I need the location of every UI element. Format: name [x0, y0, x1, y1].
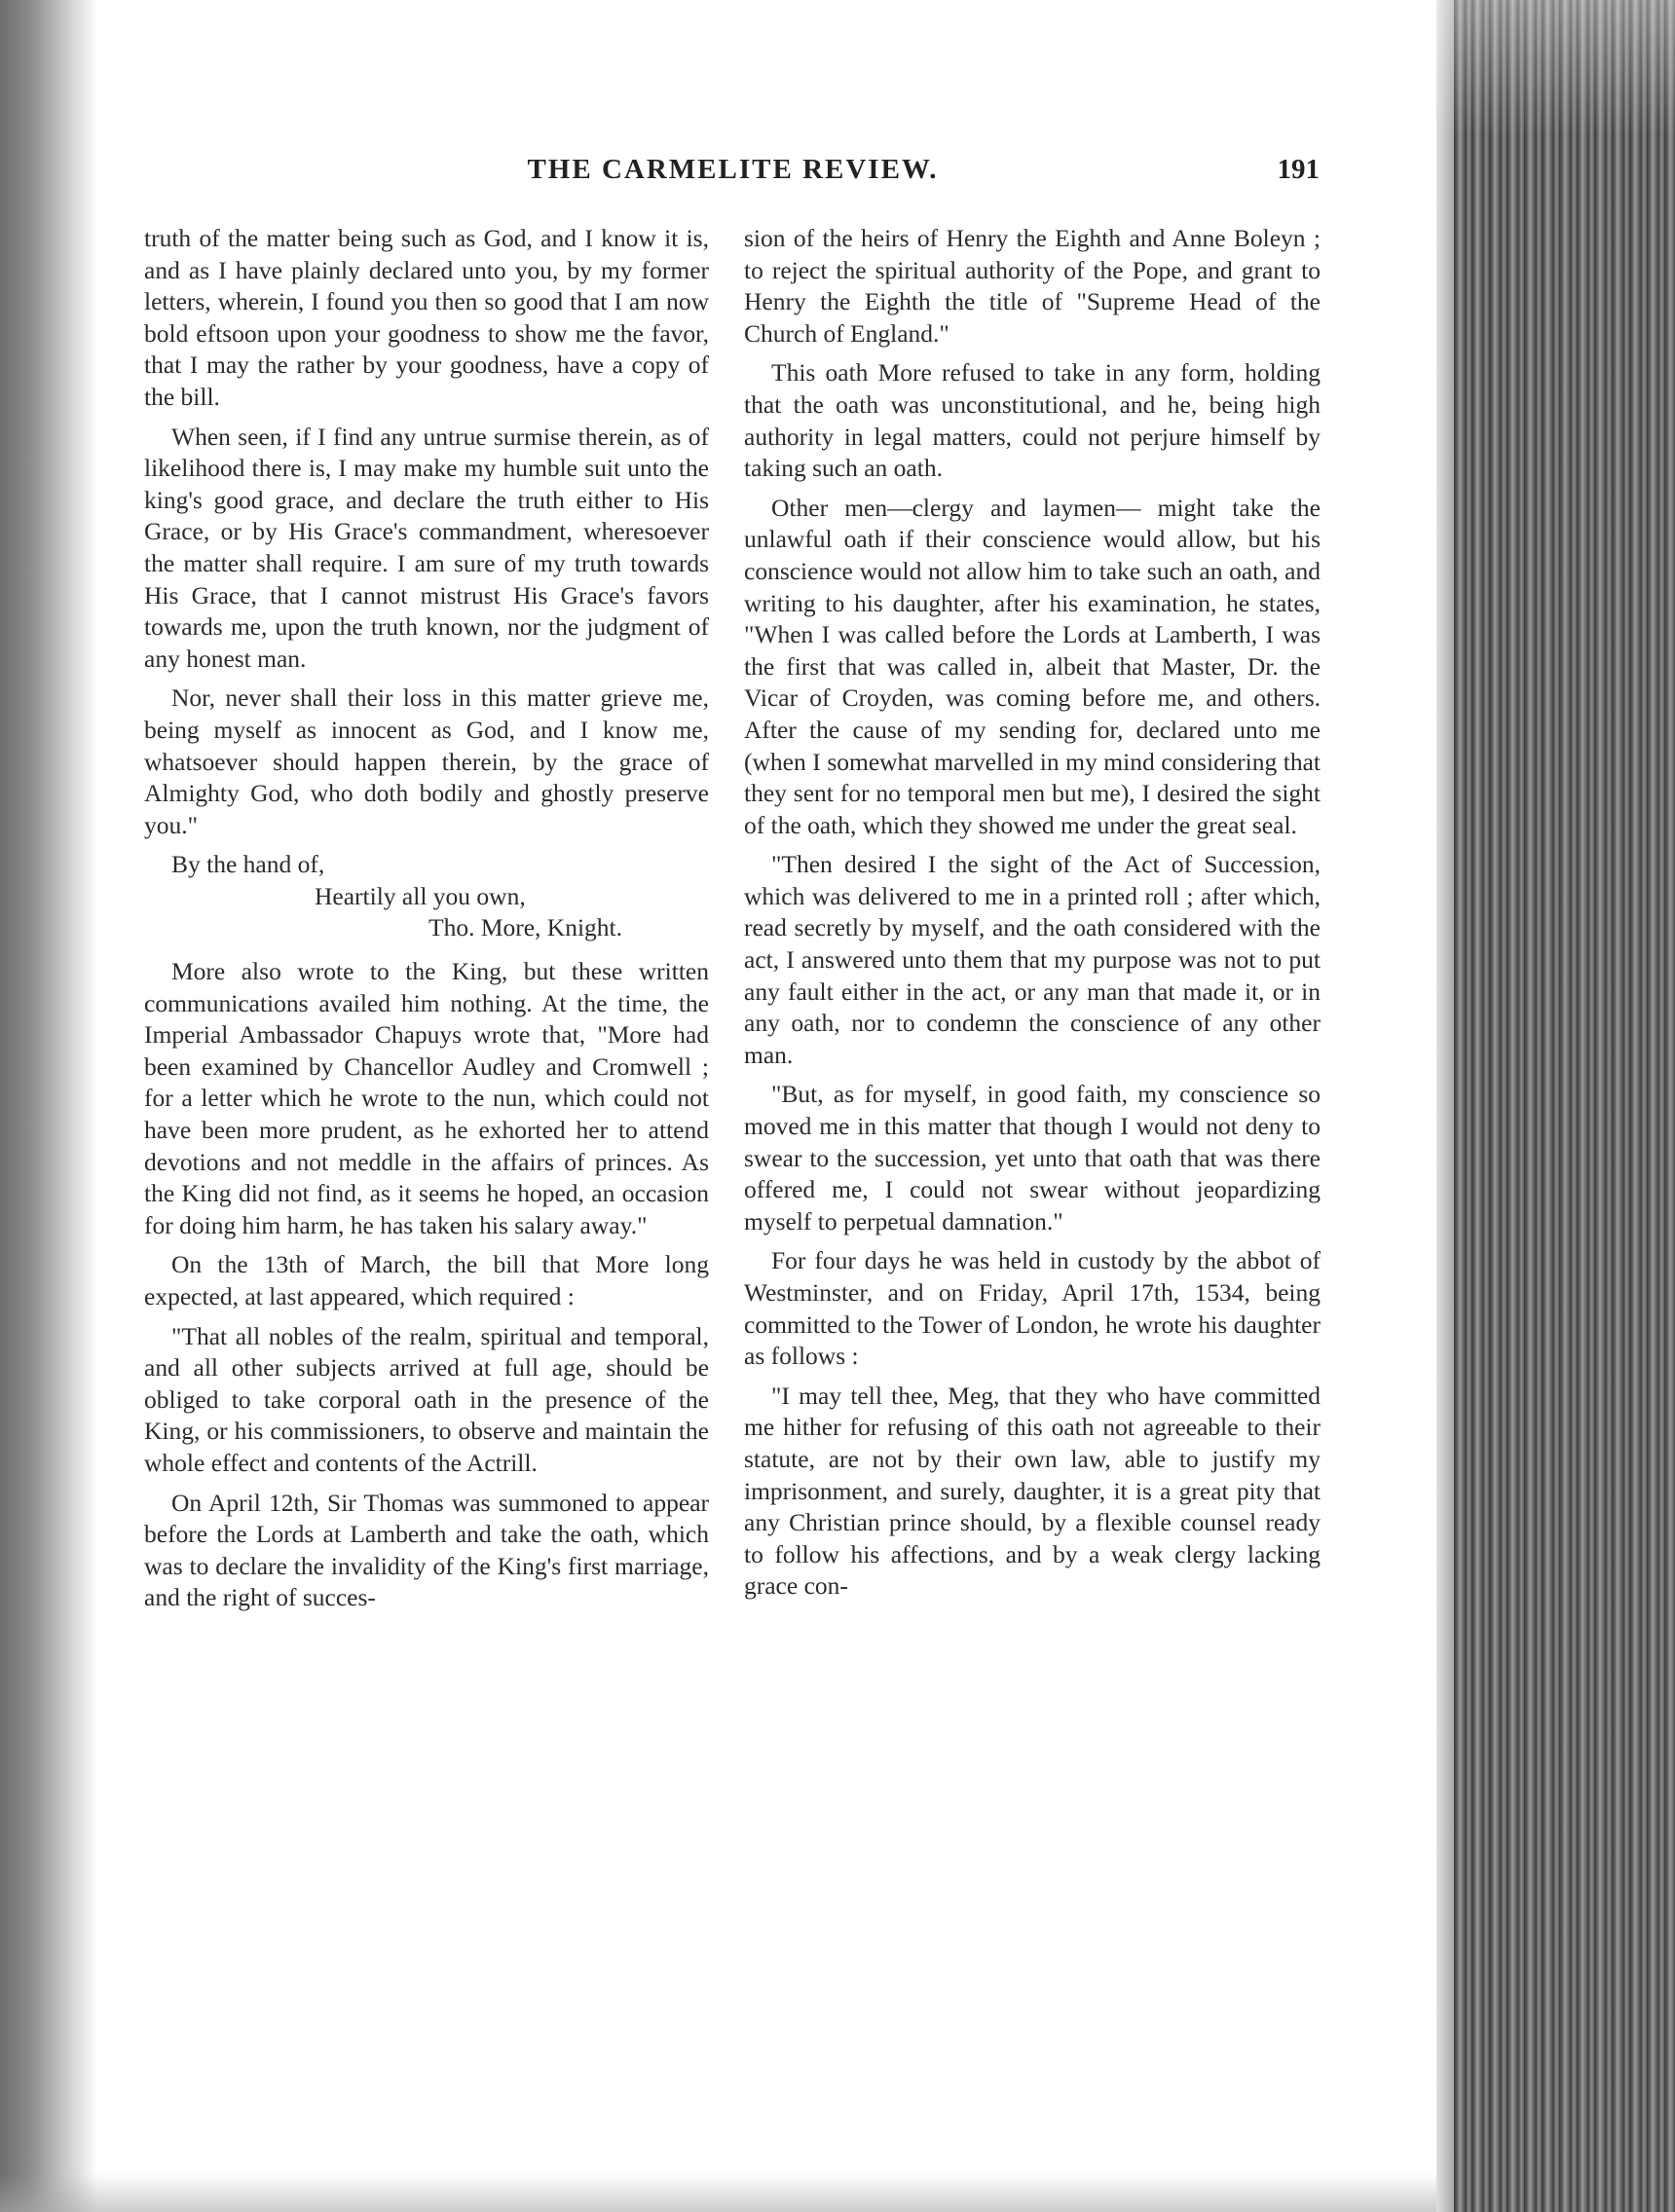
paragraph: "Then desired I the sight of the Act of Succession, which was delivered to me in a printed roll ; after which, read secretly by myself, and the oath considered with the act, I answered unto them that my purpose was not to put any fault either in the act, or any man that made it, or in any oath, nor to condemn the conscience of any other man.: [744, 850, 1321, 1069]
page-bottom-shade: [0, 2173, 1436, 2212]
paragraph: "But, as for myself, in good faith, my conscience so moved me in this matter that though I would not deny to swear to the succession, yet unto that oath that was there offered me, I could not swear without jeopardizing myself to perpetual damnation.": [744, 1080, 1321, 1235]
paragraph: On the 13th of March, the bill that More long expected, at last appeared, which required :: [144, 1250, 709, 1310]
paragraph: Other men—clergy and laymen— might take the unlawful oath if their conscience would allow, but his conscience would not allow him to take such an oath, and writing to his daughter, after his examination, he states, "When I was called before the Lords at Lamberth, I was the first that was called in, albeit that Master, Dr. the Vicar of Croyden, was coming before me, and others. After the cause of my sending for, declared unto me (when I somewhat marvelled in my mind considering that they sent for no temporal men but me), I desired the sight of the oath, which they showed me under the great seal.: [744, 493, 1321, 839]
paragraph: sion of the heirs of Henry the Eighth and Anne Boleyn ; to reject the spiritual authority of the Pope, and grant to Henry the Eighth the title of "Supreme Head of the Church of England.": [744, 224, 1321, 348]
book-gutter: [0, 0, 97, 2212]
paragraph: "That all nobles of the realm, spiritual and temporal, and all other subjects arrived at full age, should be obliged to take corporal oath in the presence of the King, or his commissioners, to observe and maintain the whole effect and contents of the Actrill.: [144, 1321, 709, 1477]
signature-line: Heartily all you own,: [315, 881, 526, 910]
page-edges: [1436, 0, 1675, 2212]
right-column: [744, 223, 1321, 1610]
left-column: [144, 223, 709, 1622]
paragraph: For four days he was held in custody by the abbot of Westminster, and on Friday, April 17th, 1534, being committed to the Tower of London, he wrote his daughter as follows :: [744, 1246, 1321, 1371]
page-number: 191: [1277, 154, 1320, 185]
signature-name: Tho. More, Knight.: [428, 913, 623, 942]
page-header: [146, 154, 1320, 193]
paragraph: truth of the matter being such as God, and I know it is, and as I have plainly declared unto you, by my former letters, wherein, I found you then so good that I am now bold eftsoon upon your goodness to show me the favor, that I may the rather by your goodness, have a copy of the bill.: [144, 224, 709, 411]
paragraph: This oath More refused to take in any form, holding that the oath was unconstitutional, and he, being high authority in legal matters, could not perjure himself by taking such an oath.: [744, 358, 1321, 483]
running-title: THE CARMELITE REVIEW.: [527, 154, 939, 185]
signature-line: By the hand of,: [171, 850, 325, 879]
paragraph: When seen, if I find any untrue surmise therein, as of likelihood there is, I may make my humble suit unto the king's good grace, and declare the truth either to His Grace, or by His Grace's commandment, wheresoever the matter shall require. I am sure of my truth towards His Grace, that I cannot mistrust His Grace's favors towards me, upon the truth known, nor the judgment of any honest man.: [144, 422, 709, 673]
paragraph: More also wrote to the King, but these written communications availed him nothing. At the time, the Imperial Ambassador Chapuys wrote that, "More had been examined by Chancellor Audley and Cromwell ; for a letter which he wrote to the nun, which could not have been more prudent, as he exhorted her to attend devotions and not meddle in the affairs of princes. As the King did not find, as it seems he hoped, an occasion for doing him harm, he has taken his salary away.": [144, 957, 709, 1239]
paragraph: On April 12th, Sir Thomas was summoned to appear before the Lords at Lamberth and take the oath, which was to declare the invalidity of the King's first marriage, and the right of succes-: [144, 1488, 709, 1612]
paragraph: Nor, never shall their loss in this matter grieve me, being myself as innocent as God, and I know me, whatsoever should happen therein, by the grace of Almighty God, who doth bodily and ghostly preserve you.": [144, 683, 709, 839]
paragraph: "I may tell thee, Meg, that they who have committed me hither for refusing of this oath not agreeable to their statute, are not by their own law, able to justify my imprisonment, and surely, daughter, it is a great pity that any Christian prince should, by a flexible counsel ready to follow his affections, and by a weak clergy lacking grace con-: [744, 1381, 1321, 1601]
